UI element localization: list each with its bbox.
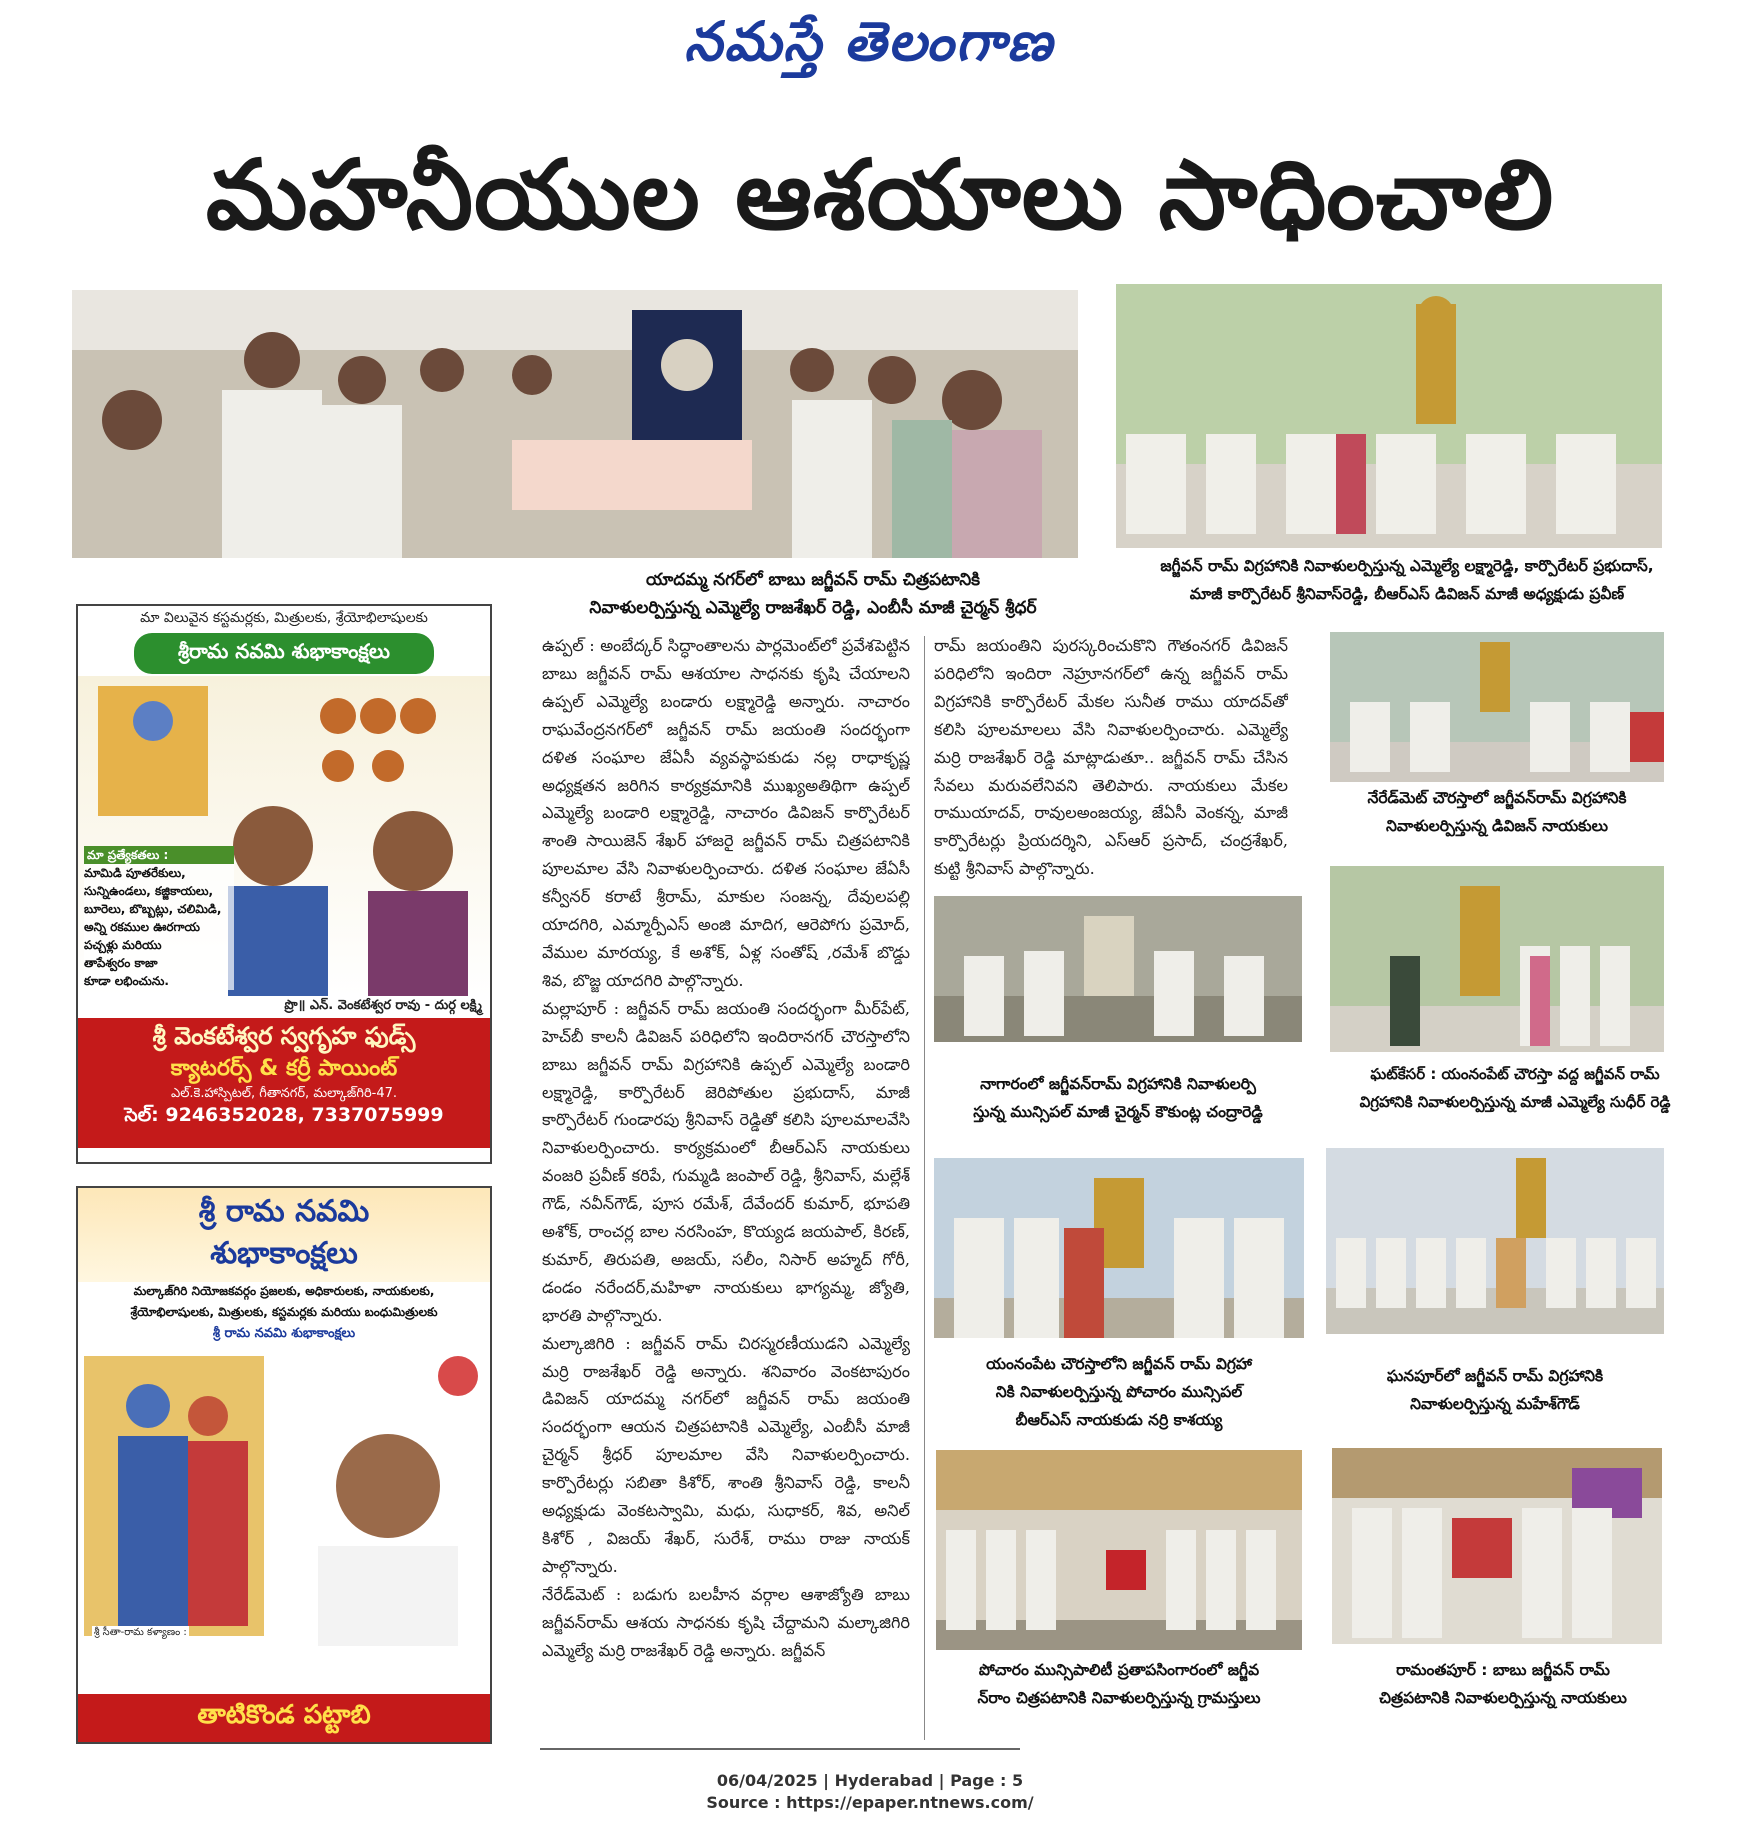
- caption-line: రామంతపూర్ : బాబు జగ్జీవన్ రామ్: [1396, 1661, 1610, 1679]
- caption-line: నివాళులర్పిస్తున్న డివిజన్ నాయకులు: [1386, 817, 1608, 835]
- article-para-malkajgiri: మల్కాజిగిరి : జగ్జీవన్ రామ్ చిరస్మరణీయుడని ఎమ్మెల్యే మర్రి రాజశేఖర్ రెడ్డి అన్నారు. శనివారం వెంకటాపురం డివిజన్ యాదమ్మ నగర్‌లో జగ్జీవన్ రామ్ జయంతి సందర్భంగా ఆయన చిత్రపటానికి ఎమ్మెల్యే, ఎంబీసీ మాజీ చైర్మన్ శ్రీధర్ పూలమాల వేసి నివాళులర్పించారు. కార్పొరేటర్లు సబితా కిశోర్, శాంతి శ్రీనివాస్ రెడ్డి, కాలనీ అధ్యక్షుడు వెంకటస్వామి, మధు, సుధాకర్, శివ, అనిల్ కిశోర్ , విజయ్ శేఖర్, సురేశ్, రాము రాజు నాయక్ పాల్గొన్నారు.: [542, 1333, 910, 1576]
- ad1-specials: [84, 846, 234, 990]
- ad1-address: ఎల్.కె.హాస్పిటల్, గీతానగర్, మల్కాజ్‌గిరి-47.: [170, 1086, 398, 1101]
- caption-ghatkesar: [1330, 1060, 1700, 1120]
- caption-yamnampet: [934, 1350, 1304, 1440]
- ad1-special-item: అన్ని రకముల ఊరగాయ: [84, 920, 200, 934]
- ad1-image-area: [78, 676, 490, 996]
- caption-line: యంనంపేట చౌరస్తాలోని జగ్జీవన్ రామ్ విగ్రహా: [986, 1355, 1252, 1373]
- caption-line: మాజీ కార్పొరేటర్ శ్రీనివాస్‌రెడ్డి, బీఆర్ఎస్ డివిజన్ మాజీ అధ్యక్షుడు ప్రవీణ్: [1189, 585, 1625, 603]
- bottom-rule: [540, 1748, 1020, 1750]
- ad2-portrait-illustration: [78, 1346, 492, 1646]
- caption-line: విగ్రహానికి నివాళులర్పిస్తున్న మాజీ ఎమ్మెల్యే సుధీర్ రెడ్డి: [1359, 1093, 1671, 1111]
- photo-nagaram: [934, 896, 1302, 1042]
- article-para-continued: రామ్ జయంతిని పురస్కరించుకొని గౌతంనగర్ డివిజన్ పరిధిలోని ఇందిరా నెహ్రూనగర్‌లో ఉన్న జగ్జీవన్ రామ్ విగ్రహానికి కార్పొరేటర్ మేకల సునీత రాము యాదవ్‌తో కలిసి పూలమాలలు వేసి నివాళులర్పించారు. ఎమ్మెల్యే మర్రి రాజశేఖర్ రెడ్డి మాట్లాడుతూ.. జగ్జీవన్ రామ్ చేసిన సేవలు మరువలేనివని తెలిపారు. నాయకులు మేకల రాముయాదవ్, రావులఅంజయ్య, జేఏసీ వెంకన్న, మాజీ కార్పొరేటర్లు ప్రియదర్శిని, ఎస్ఆర్ ప్రసాద్, చంద్రశేఖర్, కుట్టి శ్రీనివాస్ పాల్గొన్నారు.: [934, 636, 1288, 879]
- caption-line: బీఆర్ఎస్ నాయకుడు నర్రి కాశయ్య: [1015, 1411, 1223, 1429]
- caption-ramanthapur: [1330, 1656, 1676, 1716]
- ad2-name: తాటికొండ పట్టాబి: [78, 1694, 490, 1742]
- ad1-special-item: సున్నిఉండలు, కజ్జికాయలు,: [84, 884, 214, 898]
- caption-line: నివాళులర్పిస్తున్న ఎమ్మెల్యే రాజశేఖర్ రెడ్డి, ఎంబీసీ మాజీ చైర్మన్ శ్రీధర్: [589, 598, 1037, 618]
- ad1-business-sub: క్యాటరర్స్ & కర్రీ పాయింట్: [170, 1056, 398, 1081]
- ad2-line-3: శ్రీ రామ నవమి శుభాకాంక్షలు: [212, 1326, 356, 1341]
- caption-line: న్‌రాం చిత్రపటానికి నివాళులర్పిస్తున్న గ్రామస్తులు: [977, 1689, 1261, 1707]
- masthead: నమస్తే తెలంగాణ: [684, 9, 1054, 73]
- column-rule: [924, 636, 925, 1740]
- footer: [560, 1770, 1180, 1814]
- caption-line: ఘట్‌కేసర్ : యంనంపేట్ చౌరస్తా వద్ద జగ్జీవన్ రామ్: [1370, 1065, 1660, 1083]
- ad1-special-item: పచ్చళ్లు మరియు: [84, 938, 162, 952]
- ad1-specials-title: మా ప్రత్యేకతలు :: [84, 846, 234, 864]
- photo-ghatkesar: [1330, 866, 1664, 1052]
- ad1-special-item: కూడా లభించును.: [84, 974, 169, 988]
- ad2-title-1: శ్రీ రామ నవమి: [198, 1194, 370, 1229]
- caption-ghanpur: [1326, 1362, 1664, 1422]
- caption-line: నేరేడ్‌మెట్ చౌరస్తాలో జగ్జీవన్‌రామ్ విగ్రహానికి: [1367, 789, 1627, 807]
- ad1-special-item: బూరెలు, బొబ్బట్లు, చలిమిడి,: [84, 902, 222, 916]
- caption-pocharam: [934, 1656, 1304, 1716]
- ad2-image-area: [78, 1346, 490, 1646]
- caption-line: స్తున్న మున్సిపల్ మాజీ చైర్మన్ కౌకుంట్ల చంద్రారెడ్డి: [973, 1103, 1263, 1121]
- photo-ramanthapur: [1332, 1448, 1662, 1644]
- headline: మహనీయుల ఆశయాలు సాధించాలి: [205, 139, 1555, 251]
- caption-line: చిత్రపటానికి నివాళులర్పిస్తున్న నాయకులు: [1379, 1689, 1627, 1707]
- ad-swagruha-foods: [76, 604, 492, 1164]
- ad2-header: [78, 1188, 490, 1282]
- article-para-neredmet: నేరేడ్‌మెట్ : బడుగు బలహీన వర్గాల ఆశాజ్యోతి బాబు జగ్జీవన్‌రామ్ ఆశయ సాధనకు కృషి చేద్దామని మల్కాజిగిరి ఎమ్మెల్యే మర్రి రాజశేఖర్ రెడ్డి అన్నారు. జగ్జీవన్: [542, 1584, 910, 1660]
- ad1-phone: సెల్: 9246352028, 7337075999: [124, 1104, 444, 1126]
- ad1-proprietors: ప్రొ॥ ఎన్. వెంకటేశ్వర రావు - దుర్గ లక్ష్మి: [284, 998, 482, 1013]
- ad2-image-caption: శ్రీ సీతా-రామ కళ్యాణం :: [94, 1627, 187, 1638]
- ad2-line-1: మల్కాజ్‌గిరి నియోజకవర్గం ప్రజలకు, అధికారులకు, నాయకులకు,: [133, 1284, 435, 1298]
- photo-yadamma-nagar: [72, 290, 1078, 558]
- caption-top-right: [1116, 552, 1698, 612]
- photo-yamnampet: [934, 1158, 1304, 1338]
- ad2-line-2: శ్రేయోభిలాషులకు, మిత్రులకు, కస్టమర్లకు మరియు బంధుమిత్రులకు: [130, 1305, 438, 1319]
- caption-top-left: [548, 566, 1078, 626]
- article-para-mallapur: మల్లాపూర్ : జగ్జీవన్ రామ్ జయంతి సందర్భంగా మీర్‌పేట్, హెచ్‌బీ కాలనీ డివిజన్ పరిధిలోని ఇందిరానగర్ చౌరస్తాలోని బాబు జగ్జీవన్ రామ్ విగ్రహానికి ఉప్పల్ ఎమ్మెల్యే బండారి లక్ష్మారెడ్డి, కార్పొరేటర్ జెరిపోతుల ప్రభుదాస్, మాజీ కార్పొరేటర్ గుండారపు శ్రీనివాస్ రెడ్డితో కలిసి పూలమాలవేసి నివాళులర్పించారు. కార్యక్రమంలో బీఆర్ఎస్ నాయకులు వంజరి ప్రవీణ్ కరిపే, గుమ్మడి జంపాల్ రెడ్డి, శ్రీనివాస్, మల్లేశ్ గౌడ్, నవీన్‌గౌడ్, పూస రమేశ్, దేవేందర్ కుమార్, భూపతి అశోక్, రాంచర్ల బాల నరసింహ, కొయ్యడ జయపాల్, కిరణ్, కుమార్, తిరుపతి, అజయ్, సలీం, నిసార్ అహ్మద్ గోరీ, డండం నరేందర్,మహిళా నాయకులు భాగ్యమ్మ, జ్యోతి, భారతి పాల్గొన్నారు.: [542, 998, 910, 1325]
- photo-statue-lakshmareddy: [1116, 284, 1662, 548]
- photo-ghanpur: [1326, 1148, 1664, 1334]
- footer-date-line: 06/04/2025 | Hyderabad | Page : 5: [716, 1771, 1024, 1790]
- ad1-business-block: [78, 1018, 490, 1148]
- photo-pocharam: [936, 1450, 1302, 1650]
- footer-source-line: Source : https://epaper.ntnews.com/: [706, 1793, 1034, 1812]
- article-column-1: [542, 632, 910, 1744]
- caption-line: నివాళులర్పిస్తున్న మహేశ్‌గౌడ్: [1410, 1395, 1580, 1413]
- caption-line: జగ్జీవన్ రామ్ విగ్రహానికి నివాళులర్పిస్తున్న ఎమ్మెల్యే లక్ష్మారెడ్డి, కార్పొరేటర్ ప్రభుదాస్,: [1160, 557, 1654, 575]
- ad1-special-item: తాపేశ్వరం కాజా: [84, 956, 158, 970]
- caption-line: ఘనపూర్‌లో జగ్జీవన్ రామ్ విగ్రహానికి: [1386, 1367, 1604, 1385]
- photo-neredmet: [1330, 632, 1664, 782]
- ad-srirama-navami: [76, 1186, 492, 1744]
- caption-line: నాగారంలో జగ్జీవన్‌రామ్ విగ్రహానికి నివాళులర్పి: [980, 1075, 1256, 1093]
- article-para-uppal: ఉప్పల్ : అంబేద్కర్ సిద్ధాంతాలను పార్లమెంట్‌లో ప్రవేశపెట్టిన బాబు జగ్జీవన్ రామ్ ఆశయాల సాధనకు కృషి చేయాలని ఉప్పల్ ఎమ్మెల్యే బండారు లక్ష్మారెడ్డి అన్నారు. నాచారం రాఘవేంద్రనగర్‌లో జగ్జీవన్ రామ్ జయంతి సందర్భంగా దళిత సంఘాల జేఏసీ వ్యవస్థాపకుడు నల్ల రాధాకృష్ణ అధ్యక్షతన జరిగిన కార్యక్రమానికి ముఖ్యఅతిథిగా ఉప్పల్ ఎమ్మెల్యే బండారి లక్ష్మారెడ్డి, నాచారం డివిజన్ కార్పొరేటర్ శాంతి సాయిజెన్ శేఖర్ హాజరై జగ్జీవన్ రామ్ చిత్రపటానికి పూలమాల వేసి నివాళులర్పించారు. దళిత సంఘాల జేఏసీ కన్వీనర్ కరాటే శ్రీరామ్, మాకుల సంజన్న, దేవులపల్లి యాదగిరి, ఎమ్మార్పీఎస్ అంజి మాదిగ, ఆరెపోగు ప్రమోద్, వేముల మారయ్య, కే అశోక్, ఏళ్ల సంతోష్ ,రమేశ్ బొడ్డు శివ, బొజ్జ యాదగిరి పాల్గొన్నారు.: [542, 636, 910, 990]
- ad1-business-name: శ్రీ వెంకటేశ్వర స్వగృహ ఫుడ్స్: [152, 1022, 416, 1050]
- ad1-top-line: మా విలువైన కస్టమర్లకు, మిత్రులకు, శ్రేయోభిలాషులకు: [140, 610, 428, 626]
- caption-neredmet: [1330, 784, 1664, 844]
- caption-line: నికి నివాళులర్పిస్తున్న పోచారం మున్సిపల్: [995, 1383, 1243, 1401]
- caption-line: పోచారం మున్సిపాలిటీ ప్రతాపసింగారంలో జగ్జీవ: [978, 1661, 1260, 1679]
- ad1-banner: శ్రీరామ నవమి శుభాకాంక్షలు: [134, 633, 434, 674]
- caption-line: యాదమ్మ నగర్‌లో బాబు జగ్జీవన్ రామ్ చిత్రపటానికి: [645, 570, 981, 590]
- ad2-title-2: శుభాకాంక్షలు: [210, 1236, 358, 1271]
- caption-nagaram: [934, 1070, 1302, 1130]
- article-column-2: [934, 632, 1288, 880]
- ad1-special-item: మామిడి పూతరేకులు,: [84, 866, 186, 880]
